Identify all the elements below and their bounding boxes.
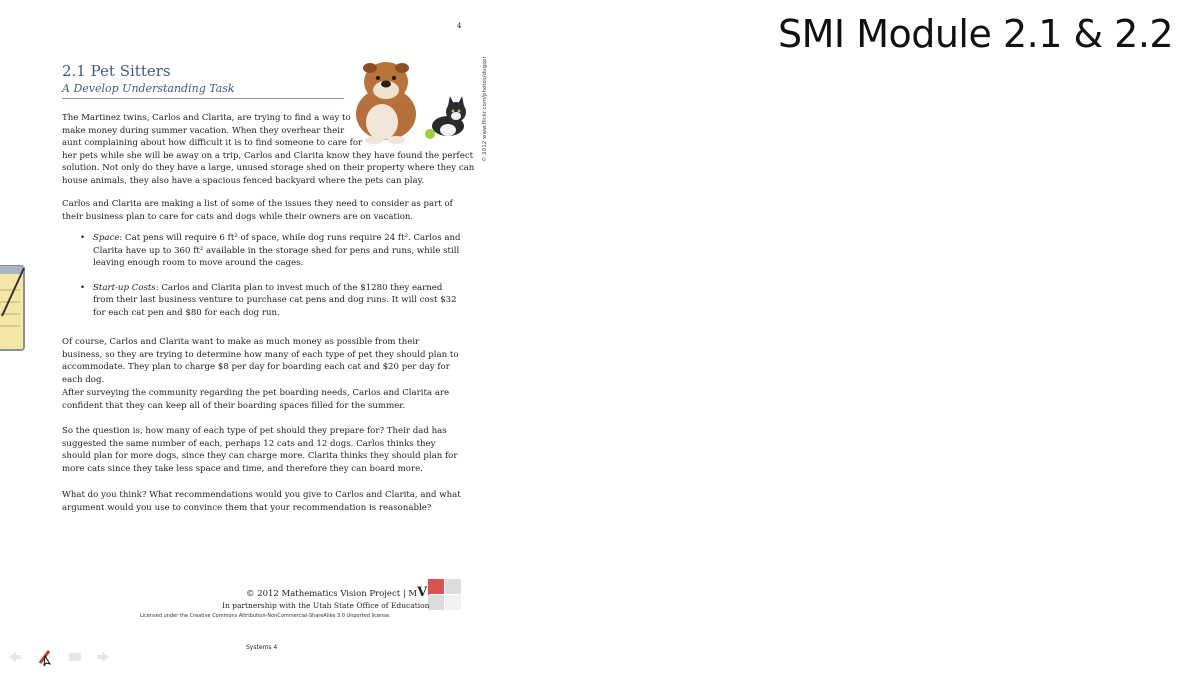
document-page <box>0 0 500 674</box>
bullet-lead: Space <box>93 233 120 243</box>
paragraph-issues: Carlos and Clarita are making a list of some of the issues they need to consider as part of their business plan to care for cats and dogs while their owners are on vacation. <box>62 199 453 222</box>
list-item-startup-costs <box>80 282 465 320</box>
footer-license: Licensed under the Creative Commons Attribution-NonCommercial-ShareAlike 3.0 Unported license. <box>140 613 391 619</box>
paragraph-intro <box>62 112 475 188</box>
intro-line: her pets while she will be away on a trip, Carlos and Clarita know they have found the perfect <box>62 150 474 161</box>
footer-copyright: © 2012 Mathematics Vision Project | MV <box>246 585 428 600</box>
footer-systems: Systems 4 <box>246 644 278 651</box>
page-number: 4 <box>457 22 462 30</box>
paragraph-survey: After surveying the community regarding the pet boarding needs, Carlos and Clarita are confident that they can keep all of their boarding spaces filled for the summer. <box>62 388 450 411</box>
notepad-icon[interactable] <box>0 262 28 354</box>
intro-line: aunt complaining about how difficult it is to find someone to care for <box>62 138 363 149</box>
photo-credit: © 2012 www.flickr.com/photos/dugspr <box>482 56 488 162</box>
mvp-logo-icon <box>428 579 462 611</box>
menu-icon[interactable] <box>66 648 84 666</box>
task-subheading: A Develop Understanding Task <box>62 82 235 95</box>
intro-line: The Martinez twins, Carlos and Clarita, are trying to find a way to <box>62 113 351 123</box>
footer-partnership: In partnership with the Utah State Office of Education <box>222 601 430 610</box>
heading-rule <box>62 98 344 99</box>
bullet-text: : Cat pens will require 6 ft² of space, while dog runs require 24 ft². Carlos and Clarita have up to 360 ft² available in the storage shed for pens and runs, while still leaving enough room to move around the cages. <box>93 233 461 269</box>
issues-list <box>80 232 465 332</box>
paragraph-profit: Of course, Carlos and Clarita want to make as much money as possible from their business, so they are trying to determine how many of each type of pet they should plan to accommodate. They plan to charge $8 per day for boarding each cat and $20 per day for each dog. <box>62 337 459 385</box>
list-item-space <box>80 232 465 270</box>
intro-line: solution. Not only do they have a large, unused storage shed on their property where they can <box>62 163 475 174</box>
intro-line: house animals, they also have a spacious fenced backyard where the pets can play. <box>62 175 425 186</box>
paragraph-question: So the question is, how many of each type of pet should they prepare for? Their dad has suggested the same number of each, perhaps 12 cats and 12 dogs. Carlos thinks they should plan for more dogs, since they can charge more. Clarita thinks they should plan for more cats since they take less space and time, and therefore they can board more. <box>62 426 458 474</box>
next-arrow-icon[interactable] <box>94 648 112 666</box>
intro-line: make money during summer vacation. When they overhear their <box>62 125 345 136</box>
bullet-text: : Carlos and Clarita plan to invest much of the $1280 they earned from their last business venture to purchase cat pens and dog runs. It will cost $32 for each cat pen and $80 for each dog run. <box>93 282 457 318</box>
bullet-lead: Start-up Costs <box>93 282 156 293</box>
slide-toolbar <box>6 648 116 668</box>
prev-arrow-icon[interactable] <box>6 648 24 666</box>
slide-title: SMI Module 2.1 & 2.2 <box>778 12 1174 56</box>
paragraph-prompt: What do you think? What recommendations would you give to Carlos and Clarita, and what argument would you use to convince them that your recommendation is reasonable? <box>62 490 461 513</box>
pen-icon[interactable] <box>36 648 54 666</box>
task-heading: 2.1 Pet Sitters <box>62 62 171 80</box>
